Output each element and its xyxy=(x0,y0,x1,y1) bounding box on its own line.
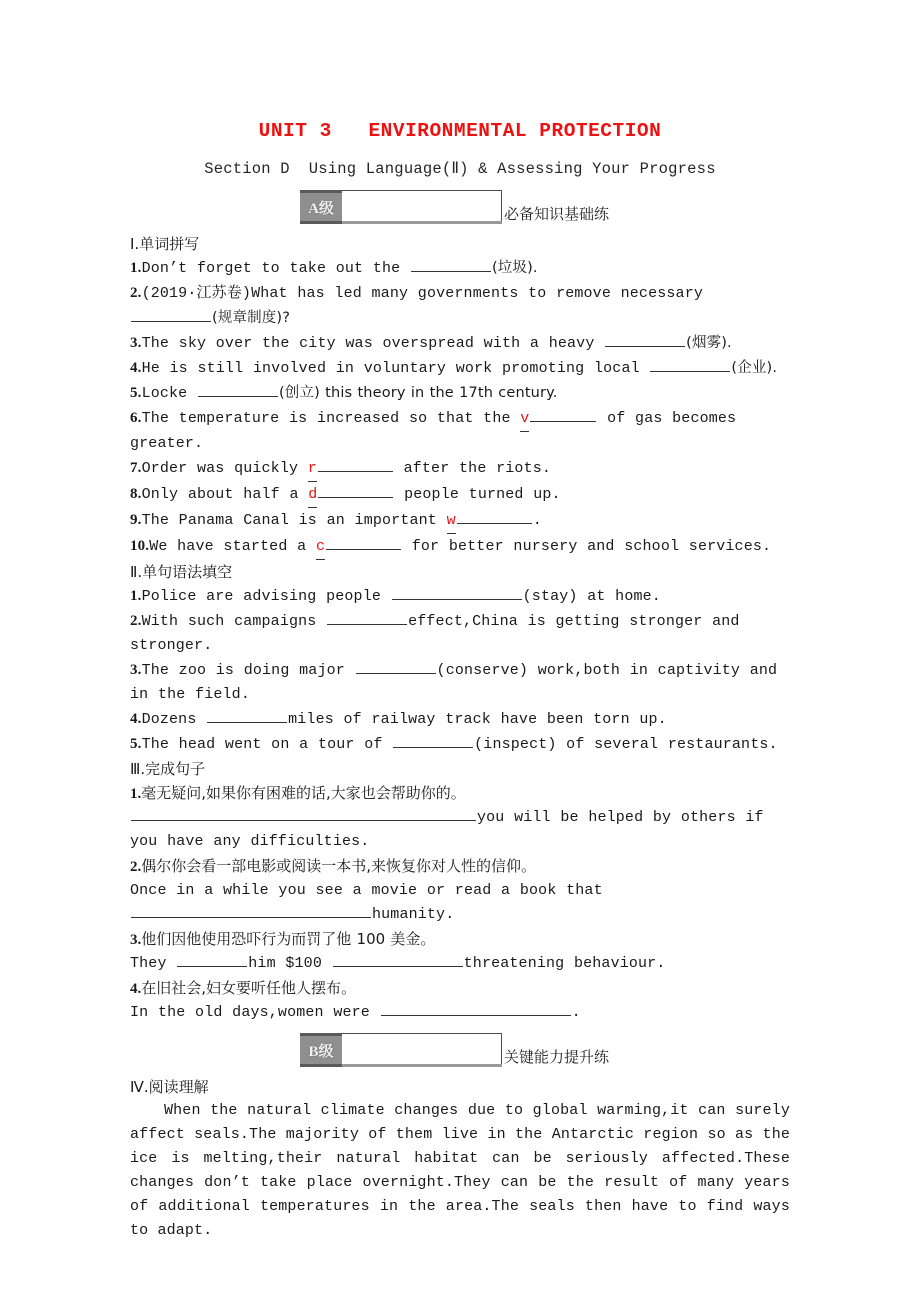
item-number: 4. xyxy=(130,711,142,727)
item-text-mid: him $100 xyxy=(248,955,332,972)
item-number: 9. xyxy=(130,512,142,528)
answer-blank[interactable] xyxy=(333,952,463,967)
item-hint: (垃圾). xyxy=(491,260,538,276)
answer-blank[interactable] xyxy=(650,357,730,372)
part3-item-4-chinese xyxy=(130,976,790,1001)
item-text: Don’t forget to take out the xyxy=(141,260,410,277)
answer-blank[interactable] xyxy=(326,535,401,550)
badge-b-box xyxy=(342,1033,502,1067)
part1-item-6 xyxy=(130,406,790,456)
item-number: 3. xyxy=(130,932,142,948)
item-text-post: miles of railway track have been torn up. xyxy=(288,711,667,728)
part1-item-3 xyxy=(130,331,790,356)
item-number: 2. xyxy=(130,859,142,875)
item-number: 1. xyxy=(130,786,142,802)
item-text: 在旧社会,妇女要听任他人摆布。 xyxy=(141,979,357,997)
answer-blank[interactable] xyxy=(605,332,685,347)
answer-blank[interactable] xyxy=(177,952,247,967)
answer-blank[interactable] xyxy=(207,708,287,723)
part2-item-4 xyxy=(130,707,790,732)
answer-blank[interactable] xyxy=(131,903,371,918)
reading-passage: When the natural climate changes due to global warming,it can surely affect seals.The majority of them live in the Antarctic region so as the ice is melting,their natural habitat can be seriously affected.These changes don’t take place overnight.They can be the result of many years of additional temperatures in the area.The seals then have to find ways to adapt. xyxy=(130,1102,790,1239)
item-number: 2. xyxy=(130,285,142,301)
answer-blank[interactable] xyxy=(381,1001,571,1016)
part1-item-4 xyxy=(130,356,790,381)
item-hint: (规章制度)? xyxy=(212,310,291,326)
part2-item-5 xyxy=(130,732,790,757)
item-text-post: after the riots. xyxy=(393,460,552,477)
part1-item-7 xyxy=(130,456,790,482)
answer-blank[interactable] xyxy=(198,382,278,397)
part3-item-1-chinese xyxy=(130,781,790,806)
part2-heading: Ⅱ.单句语法填空 xyxy=(130,563,233,581)
item-text-post: of gas becomes greater. xyxy=(130,410,737,452)
part3-item-3-chinese xyxy=(130,927,790,952)
badge-b-chip: B级 xyxy=(300,1033,342,1067)
item-text-post: . xyxy=(532,512,542,529)
item-number: 3. xyxy=(130,335,142,351)
item-text: Order was quickly xyxy=(141,460,308,477)
answer-blank[interactable] xyxy=(327,610,407,625)
badge-a-underbar xyxy=(342,221,502,224)
item-number: 1. xyxy=(130,260,142,276)
badge-a-level xyxy=(130,186,790,224)
item-number: 1. xyxy=(130,588,142,604)
item-text: Only about half a xyxy=(141,486,309,503)
item-number: 10. xyxy=(130,538,150,554)
item-text: (2019·江苏卷)What has led many governments to remove necessary xyxy=(141,285,703,302)
badge-b-underbar xyxy=(342,1064,502,1067)
item-text-post: people turned up. xyxy=(394,486,561,503)
item-text: 毫无疑问,如果你有困难的话,大家也会帮助你的。 xyxy=(141,784,466,802)
item-text-post: . xyxy=(571,1004,581,1021)
part3-item-4-english xyxy=(130,1001,790,1025)
part2-item-3 xyxy=(130,658,790,707)
item-number: 4. xyxy=(130,360,142,376)
answer-blank[interactable] xyxy=(131,806,476,821)
part3-heading: Ⅲ.完成句子 xyxy=(130,760,206,778)
badge-a-box xyxy=(342,190,502,224)
item-hint: (企业). xyxy=(731,360,778,376)
item-text: He is still involved in voluntary work promoting local xyxy=(141,360,650,377)
badge-a-chip: A级 xyxy=(300,190,342,224)
item-text-post: (inspect) of several restaurants. xyxy=(474,736,778,753)
item-text: Police are advising people xyxy=(141,588,391,605)
part3-item-2-chinese xyxy=(130,854,790,879)
item-number: 3. xyxy=(130,662,142,678)
item-text: We have started a xyxy=(149,538,316,555)
page-title: UNIT 3 ENVIRONMENTAL PROTECTION xyxy=(258,120,662,142)
part1-item-2 xyxy=(130,281,790,331)
item-text: Dozens xyxy=(141,711,207,728)
part2-item-1 xyxy=(130,584,790,609)
item-text: The head went on a tour of xyxy=(141,736,393,753)
item-number: 2. xyxy=(130,613,142,629)
answer-blank[interactable] xyxy=(318,457,393,472)
hint-letter: d xyxy=(308,483,317,508)
badge-a-graphic xyxy=(300,190,502,224)
item-text: 他们因他使用恐吓行为而罚了他 100 美金。 xyxy=(141,930,436,948)
item-number: 8. xyxy=(130,486,142,502)
item-number: 7. xyxy=(130,460,142,476)
item-number: 6. xyxy=(130,410,142,426)
item-number: 5. xyxy=(130,736,142,752)
answer-blank[interactable] xyxy=(457,509,532,524)
part4-heading: Ⅳ.阅读理解 xyxy=(130,1078,209,1096)
item-text-post: humanity. xyxy=(372,906,455,923)
part1-item-8 xyxy=(130,482,790,508)
part2-item-2 xyxy=(130,609,790,658)
part3-item-3-english xyxy=(130,952,790,976)
item-text: Once in a while you see a movie or read a book that xyxy=(130,882,603,899)
item-text: They xyxy=(130,955,177,972)
item-text: Locke xyxy=(141,385,197,402)
hint-letter: w xyxy=(447,509,456,534)
hint-letter: v xyxy=(520,407,529,432)
item-text-post: (stay) at home. xyxy=(522,588,661,605)
page-content xyxy=(130,118,790,1243)
answer-blank[interactable] xyxy=(411,257,491,272)
item-text-post: you will be helped by others if you have any difficulties. xyxy=(130,809,764,850)
item-text: The zoo is doing major xyxy=(141,662,355,679)
answer-blank[interactable] xyxy=(393,733,473,748)
item-number: 4. xyxy=(130,981,142,997)
section-subtitle: Section D Using Language(Ⅱ) & Assessing Your Progress xyxy=(204,160,716,178)
hint-letter: r xyxy=(308,457,317,482)
item-text: The sky over the city was overspread with a heavy xyxy=(141,335,605,352)
item-hint: (创立) this theory in the 17th century. xyxy=(278,385,558,401)
part3-item-2-english xyxy=(130,879,790,927)
item-text: In the old days,women were xyxy=(130,1004,380,1021)
badge-a-caption: 必备知识基础练 xyxy=(504,205,610,223)
answer-blank[interactable] xyxy=(318,483,393,498)
item-text: The Panama Canal is an important xyxy=(141,512,447,529)
item-text: 偶尔你会看一部电影或阅读一本书,来恢复你对人性的信仰。 xyxy=(141,857,537,875)
answer-blank[interactable] xyxy=(392,585,522,600)
item-text-post: effect,China is getting stronger and stronger. xyxy=(130,613,740,654)
part1-item-5 xyxy=(130,381,790,406)
badge-b-caption: 关键能力提升练 xyxy=(504,1048,610,1066)
part1-heading: Ⅰ.单词拼写 xyxy=(130,235,200,253)
item-text-post: (conserve) work,both in captivity and in the field. xyxy=(130,662,778,703)
item-text: The temperature is increased so that the xyxy=(141,410,521,427)
badge-b-level xyxy=(130,1029,790,1067)
answer-blank[interactable] xyxy=(530,407,596,422)
item-text-post: threatening behaviour. xyxy=(463,955,666,972)
answer-blank[interactable] xyxy=(356,659,436,674)
item-text: With such campaigns xyxy=(141,613,327,630)
part1-item-10 xyxy=(130,534,790,560)
badge-b-graphic xyxy=(300,1033,502,1067)
answer-blank[interactable] xyxy=(131,307,211,322)
item-number: 5. xyxy=(130,385,142,401)
hint-letter: c xyxy=(316,535,325,560)
part1-item-1 xyxy=(130,256,790,281)
part1-item-9 xyxy=(130,508,790,534)
item-hint: (烟雾). xyxy=(686,335,732,351)
item-text-post: for better nursery and school services. xyxy=(402,538,772,555)
part3-item-1-english xyxy=(130,806,790,854)
